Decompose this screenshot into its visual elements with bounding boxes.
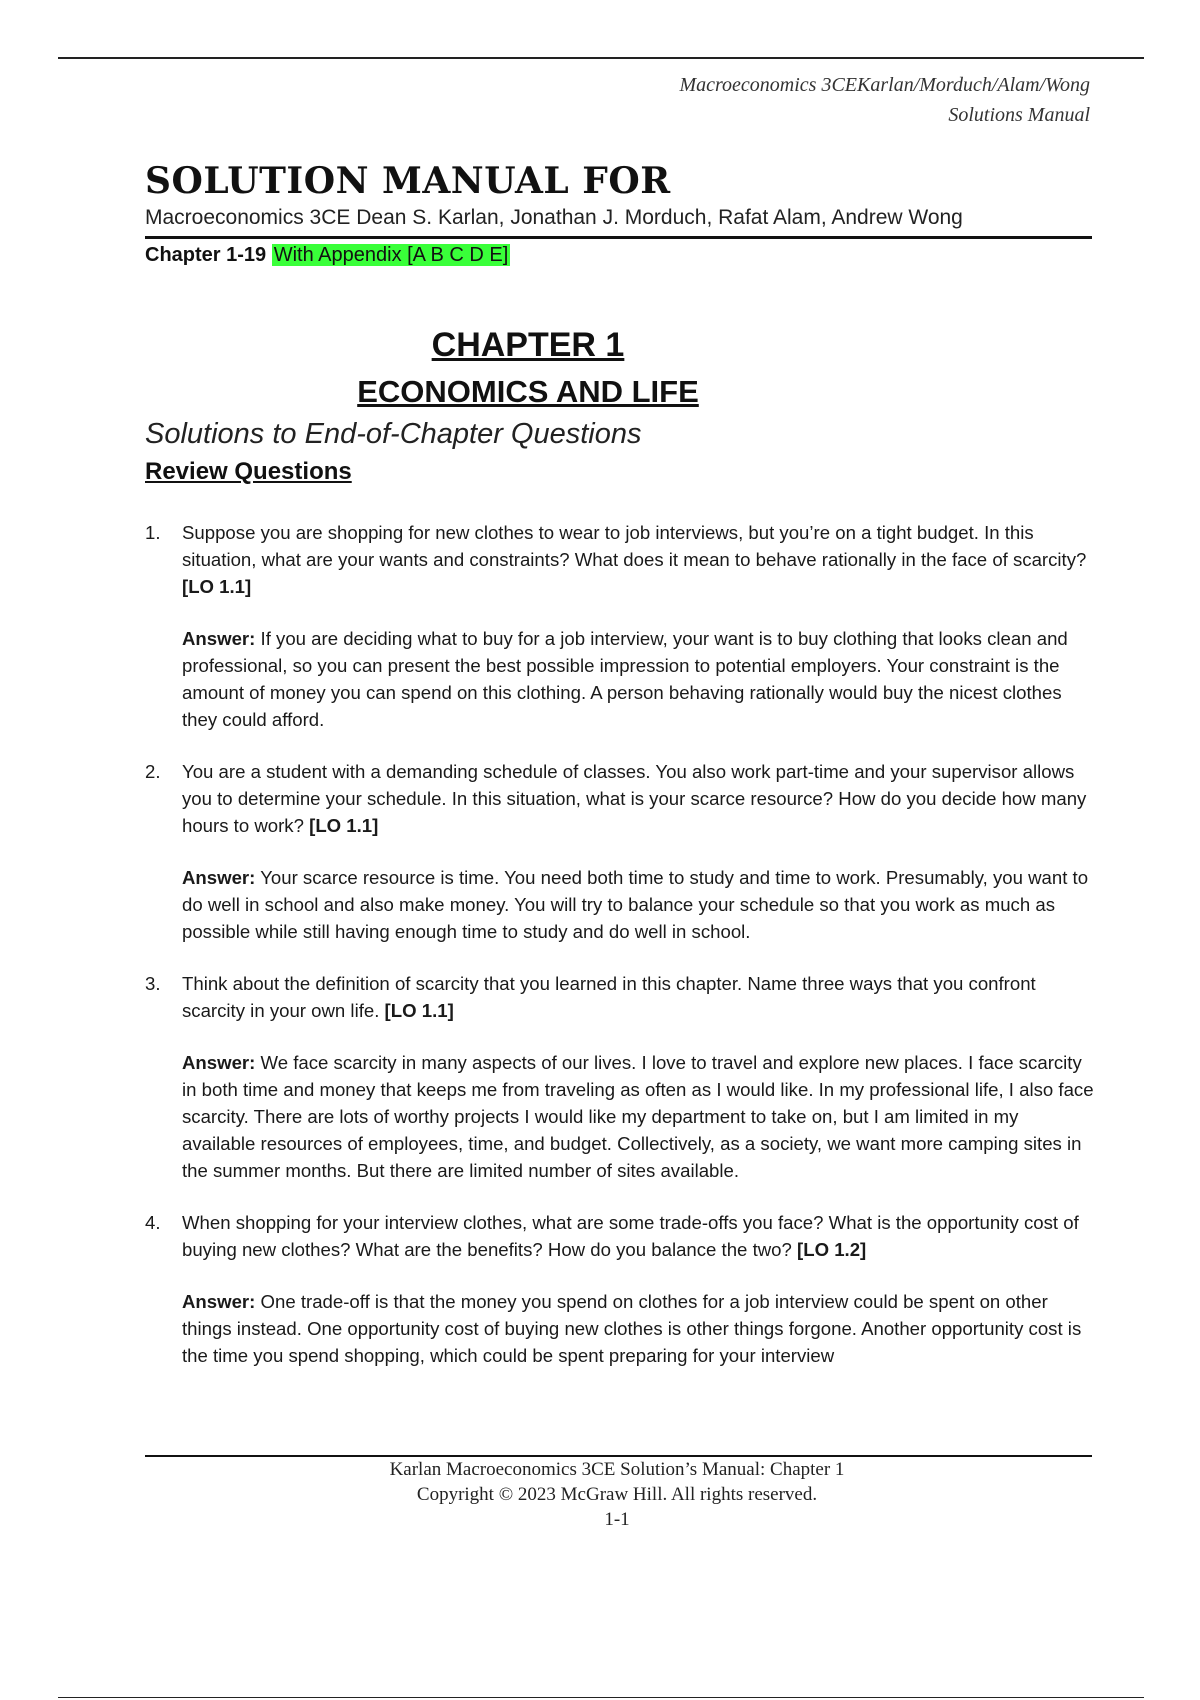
running-header-line1: Macroeconomics 3CEKarlan/Morduch/Alam/Wong <box>679 74 1090 96</box>
question <box>145 970 1095 1024</box>
answer-label: Answer: <box>182 867 256 888</box>
chapter-title: ECONOMICS AND LIFE <box>357 374 699 409</box>
answer-label: Answer: <box>182 1052 256 1073</box>
question-number: 1. <box>145 522 161 543</box>
answer-text: We face scarcity in many aspects of our lives. I love to travel and explore new places. I face scarcity in both time and money that keeps me from traveling as often as I would like. In my professional life, I also face scarcity. There are lots of worthy projects I would like my department to take on, but I am limited in my available resources of employees, time, and budget. Collectively, as a society, we want more camping sites in the summer months. But there are limited number of sites available. <box>182 1052 1094 1181</box>
question-list <box>145 519 1095 1394</box>
question-number: 4. <box>145 1212 161 1233</box>
question-text: Suppose you are shopping for new clothes to wear to job interviews, but you’re on a tight budget. In this situation, what are your wants and constraints? What does it mean to behave rationally in the face of scarcity? <box>182 522 1087 570</box>
document-title: SOLUTION MANUAL FOR <box>145 160 671 202</box>
learning-objective: [LO 1.1] <box>309 815 379 836</box>
section-title: Solutions to End-of-Chapter Questions <box>145 418 642 450</box>
answer <box>145 1288 1095 1369</box>
question-text: You are a student with a demanding schedule of classes. You also work part-time and your supervisor allows you to determine your schedule. In this situation, what is your scarce resource? How do you decide how many hours to work? <box>182 761 1087 836</box>
answer-text: One trade-off is that the money you spend on clothes for a job interview could be spent on other things instead. One opportunity cost of buying new clothes is other things forgone. Another opportunity cost is the time you spend shopping, which could be spent preparing for your interview <box>182 1291 1082 1366</box>
footer-line1: Karlan Macroeconomics 3CE Solution’s Manual: Chapter 1 <box>389 1459 845 1480</box>
answer-label: Answer: <box>182 1291 256 1312</box>
question <box>145 1209 1095 1263</box>
document-subtitle: Macroeconomics 3CE Dean S. Karlan, Jonathan J. Morduch, Rafat Alam, Andrew Wong <box>145 206 963 229</box>
question-text: Think about the definition of scarcity that you learned in this chapter. Name three ways that you confront scarcity in your own life. <box>182 973 1036 1021</box>
subsection-title: Review Questions <box>145 458 352 485</box>
page-footer <box>0 1457 1200 1532</box>
qa-item <box>145 519 1095 733</box>
answer <box>145 864 1095 945</box>
question-number: 3. <box>145 973 161 994</box>
question-number: 2. <box>145 761 161 782</box>
question-text: When shopping for your interview clothes, what are some trade-offs you face? What is the opportunity cost of buying new clothes? What are the benefits? How do you balance the two? <box>182 1212 1079 1260</box>
question <box>145 519 1095 600</box>
page-number: 1-1 <box>604 1509 630 1530</box>
qa-item <box>145 1209 1095 1369</box>
answer-label: Answer: <box>182 628 256 649</box>
answer <box>145 1049 1095 1184</box>
learning-objective: [LO 1.1] <box>384 1000 454 1021</box>
chapters-label: Chapter 1-19 <box>145 244 267 266</box>
answer-text: If you are deciding what to buy for a job interview, your want is to buy clothing that looks clean and professional, so you can present the best possible impression to potential employers. Your constraint is the amount of money you can spend on this clothing. A person behaving rationally would buy the nicest clothes they could afford. <box>182 628 1068 730</box>
top-rule <box>58 57 1144 59</box>
chapters-line <box>145 244 510 267</box>
qa-item <box>145 758 1095 945</box>
appendix-highlight: With Appendix [A B C D E] <box>273 244 509 266</box>
question <box>145 758 1095 839</box>
learning-objective: [LO 1.1] <box>182 576 252 597</box>
learning-objective: [LO 1.2] <box>797 1239 867 1260</box>
running-header-line2: Solutions Manual <box>948 104 1090 126</box>
answer-text: Your scarce resource is time. You need both time to study and time to work. Presumably, you want to do well in school and also make money. You will try to balance your schedule so that you work as much as possible while still having enough time to study and do well in school. <box>182 867 1089 942</box>
chapter-number: CHAPTER 1 <box>431 326 625 364</box>
bottom-rule <box>58 1697 1144 1698</box>
qa-item <box>145 970 1095 1184</box>
footer-copyright: Copyright © 2023 McGraw Hill. All rights reserved. <box>416 1484 818 1505</box>
running-header <box>679 70 1090 130</box>
answer <box>145 625 1095 733</box>
title-rule <box>145 236 1092 239</box>
